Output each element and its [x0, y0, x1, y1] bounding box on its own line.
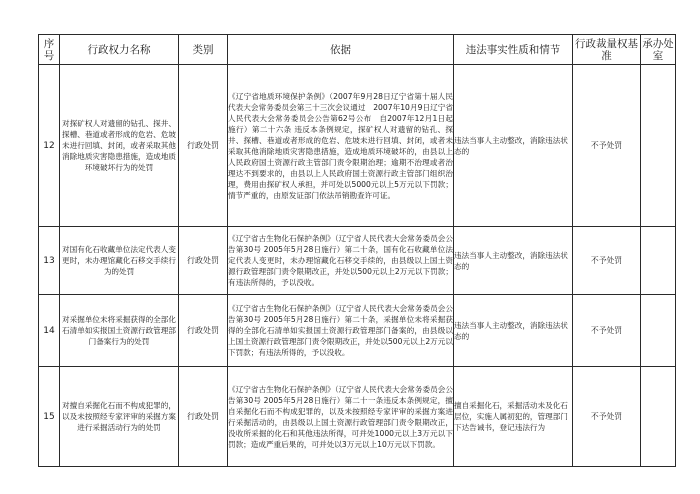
row-standard: 不予处罚	[573, 295, 641, 367]
row-name: 对国有化石收藏单位法定代表人变更时，未办理馆藏化石移交手续行为的处罚	[60, 227, 179, 295]
row-fact: 擅自采掘化石，采掘活动未及化石层位，实施人属初犯的，管理部门下达告诫书，登记违法行为	[454, 367, 573, 467]
row-no: 14	[39, 295, 60, 367]
power-list-table	[38, 34, 676, 467]
row-category: 行政处罚	[179, 367, 228, 467]
row-standard: 不予处罚	[573, 367, 641, 467]
row-dept	[641, 295, 676, 367]
row-standard: 不予处罚	[573, 227, 641, 295]
row-no: 13	[39, 227, 60, 295]
row-name: 对采掘单位未将采掘获得的全部化石清单如实报国土资源行政管理部门备案行为的处罚	[60, 295, 179, 367]
row-fact: 违法当事人主动整改，消除违法状态的	[454, 227, 573, 295]
table-row	[39, 65, 676, 227]
row-no: 12	[39, 65, 60, 227]
header-category: 类别	[179, 35, 228, 65]
row-no: 15	[39, 367, 60, 467]
row-basis: 《辽宁省古生物化石保护条例》（辽宁省人民代表大会常务委员会公告第30号 2005年5月28日施行）第二十条，采掘单位未将采掘获得的全部化石清单如实报国土资源行政管理部门备案的，由县级以上国土资源行政管理部门责令限期改正，并处以500元以上2万元以下罚款；有违法所得的，予以没收。	[228, 295, 454, 367]
row-fact: 违法当事人主动整改，消除违法状态的	[454, 65, 573, 227]
header-no: 序号	[39, 35, 60, 65]
row-category: 行政处罚	[179, 227, 228, 295]
row-basis: 《辽宁省地质环境保护条例》（2007年9月28日辽宁省第十届人民代表大会常务委员会第三十三次会议通过 2007年10月9日辽宁省人民代表大会常务委员会公告第62号公布 自2007年12月1日起施行）第二十六条 违反本条例规定，探矿权人对遗留的钻孔、探井、探槽、巷道或者形成的危岩、危坡未进行回填、封闭，或者未采取其他消除地质灾害隐患措施，造成地质环境破坏的，由县以上人民政府国土资源行政主管部门责令限期治理；逾期不治理或者治理达不到要求的，由县以上人民政府国土资源行政主管部门组织治理，费用由探矿权人承担，并可处以5000元以上5万元以下罚款；情节严重的，由原发证部门依法吊销勘查许可证。	[228, 65, 454, 227]
table-row	[39, 227, 676, 295]
header-fact: 违法事实性质和情节	[454, 35, 573, 65]
header-standard: 行政裁量权基准	[573, 35, 641, 65]
header-basis: 依据	[228, 35, 454, 65]
row-fact: 违法当事人主动整改，消除违法状态的	[454, 295, 573, 367]
row-category: 行政处罚	[179, 65, 228, 227]
row-name: 对探矿权人对遗留的钻孔、探井、探槽、巷道或者形成的危岩、危坡未进行回填、封闭，或者采取其他消除地质灾害隐患措施，造成地质环境破坏行为的处罚	[60, 65, 179, 227]
row-dept	[641, 65, 676, 227]
row-dept	[641, 227, 676, 295]
row-basis: 《辽宁省古生物化石保护条例》（辽宁省人民代表大会常务委员会公告第30号 2005年5月28日施行）第二十条，国有化石收藏单位法定代表人变更时，未办理馆藏化石移交手续的，由县级以上国土资源行政管理部门责令限期改正，并处以500元以上2万元以下罚款；有违法所得的，予以没收。	[228, 227, 454, 295]
header-name: 行政权力名称	[60, 35, 179, 65]
header-row	[39, 35, 676, 65]
row-category: 行政处罚	[179, 295, 228, 367]
table-row	[39, 295, 676, 367]
header-dept: 承办处室	[641, 35, 676, 65]
row-name: 对擅自采掘化石而不构成犯罪的，以及未按照经专家评审的采掘方案进行采掘活动行为的处罚	[60, 367, 179, 467]
table-row	[39, 367, 676, 467]
row-standard: 不予处罚	[573, 65, 641, 227]
row-dept	[641, 367, 676, 467]
row-basis: 《辽宁省古生物化石保护条例》（辽宁省人民代表大会常务委员会公告第30号 2005年5月28日施行）第二十一条违反本条例规定，擅自采掘化石而不构成犯罪的，以及未按照经专家评审的采掘方案进行采掘活动的，由县级以上国土资源行政管理部门责令限期改正，没收所采掘的化石和其他违法所得，可并处1000元以上3万元以下罚款；造成严重后果的，可并处以3万元以上10万元以下罚款。	[228, 367, 454, 467]
